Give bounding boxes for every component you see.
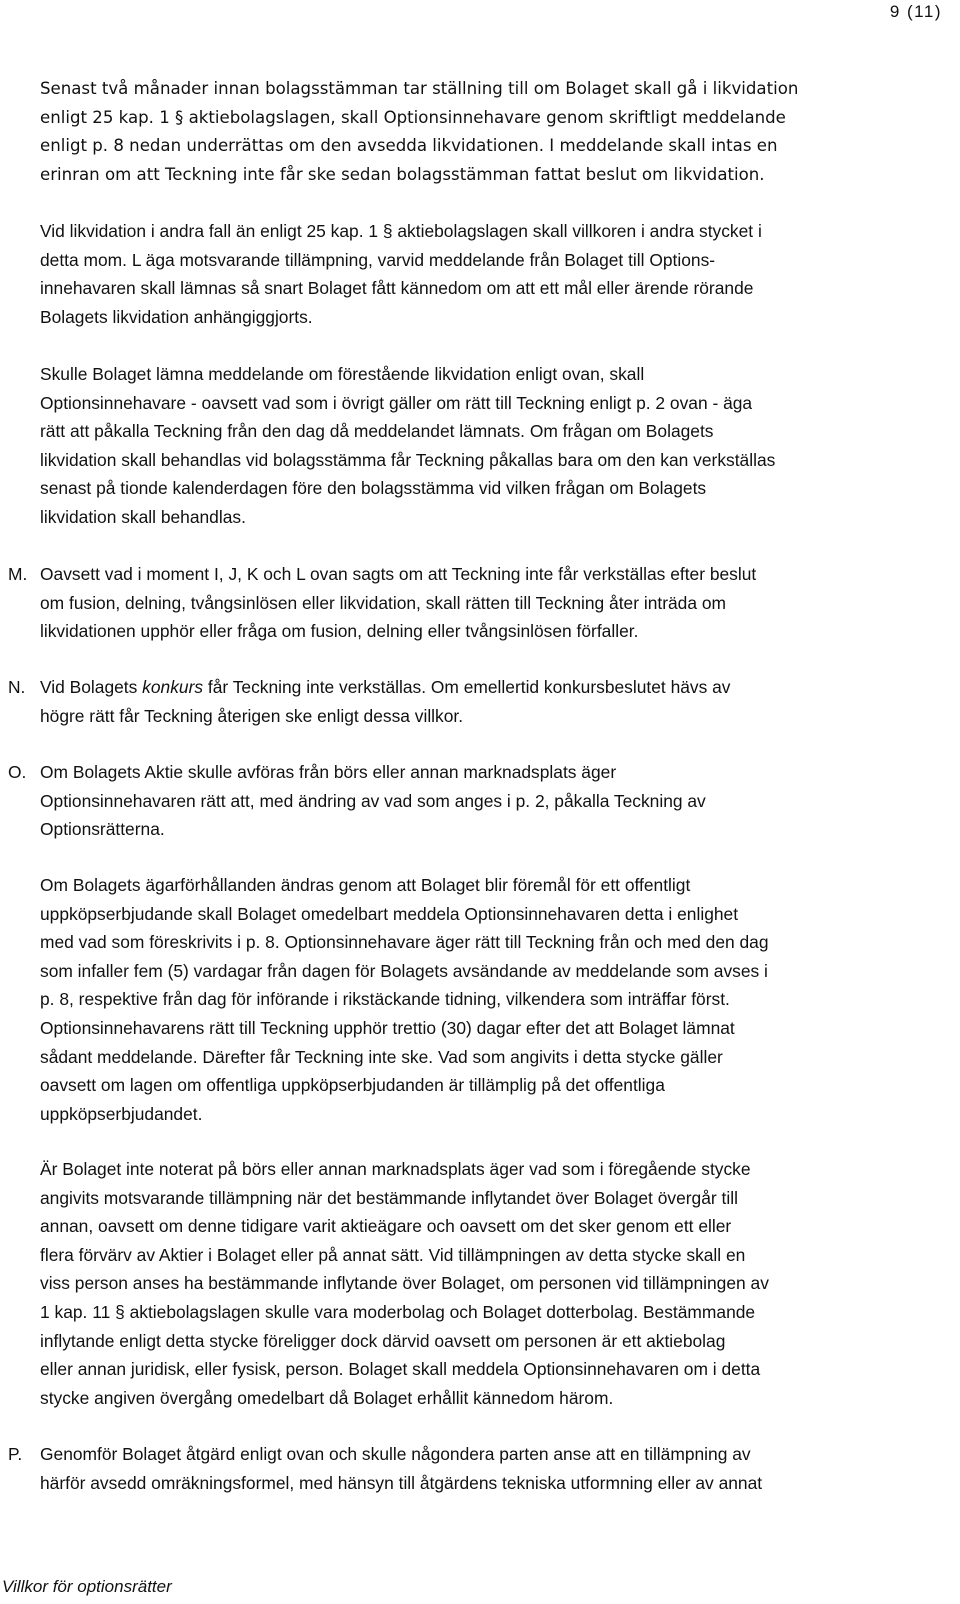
text-line: innehavaren skall lämnas så snart Bolaget fått kännedom om att ett mål eller ärende rörande xyxy=(40,278,754,299)
text-line: likvidation skall behandlas vid bolagsstämma får Teckning påkallas bara om den kan verkställas xyxy=(40,449,776,470)
text-line: härför avsedd omräkningsformel, med hänsyn till åtgärdens tekniska utformning eller av annat xyxy=(40,1472,763,1493)
text-line: uppköpserbjudandet. xyxy=(40,1103,203,1124)
text-line: om fusion, delning, tvångsinlösen eller likvidation, skall rätten till Teckning åter inträda om xyxy=(40,592,727,613)
text-line: eller annan juridisk, eller fysisk, person. Bolaget skall meddela Optionsinnehavaren om i detta xyxy=(40,1359,761,1380)
text-line: enligt 25 kap. 1 § aktiebolagslagen, skall Optionsinnehavare genom skriftligt meddelande xyxy=(40,107,786,127)
document-footer: Villkor för optionsrätter xyxy=(2,1577,172,1596)
page-number: 9 (11) xyxy=(889,2,942,21)
section-m-text xyxy=(40,560,940,646)
text-line: likvidation skall behandlas. xyxy=(40,506,246,527)
text-line: högre rätt får Teckning återigen ske enligt dessa villkor. xyxy=(40,705,464,726)
text-line: Optionsinnehavaren rätt att, med ändring av vad som anges i p. 2, påkalla Teckning av xyxy=(40,790,706,811)
section-o-unlisted xyxy=(40,1155,940,1412)
text-line: stycke angiven övergång omedelbart då Bolaget erhållit kännedom härom. xyxy=(40,1387,614,1408)
text-line: senast på tionde kalenderdagen före den bolagsstämma vid vilken frågan om Bolagets xyxy=(40,478,707,499)
text-line: viss person anses ha bestämmande inflytande över Bolaget, om personen vid tillämpningen av xyxy=(40,1273,769,1294)
text-line: oavsett om lagen om offentliga uppköpserbjudanden är tillämplig på det offentliga xyxy=(40,1075,665,1096)
text-line: Optionsinnehavarens rätt till Teckning upphör trettio (30) dagar efter det att Bolaget lämnat xyxy=(40,1017,735,1038)
paragraph-likvidation-teckning xyxy=(40,360,940,532)
text-line: som infaller fem (5) vardagar från dagen för Bolagets avsändande av meddelande som avses i xyxy=(40,960,768,981)
text-line: Om Bolagets Aktie skulle avföras från börs eller annan marknadsplats äger xyxy=(40,762,617,782)
italic-term: konkurs xyxy=(142,677,204,697)
text-line: detta mom. L äga motsvarande tillämpning, varvid meddelande från Bolaget till Options- xyxy=(40,249,716,270)
section-label-n: N. xyxy=(8,677,26,697)
paragraph-likvidation-notice xyxy=(40,75,940,189)
text-line: Senast två månader innan bolagsstämman tar ställning till om Bolaget skall gå i likvidation xyxy=(40,79,799,98)
text-line: Om Bolagets ägarförhållanden ändras genom att Bolaget blir föremål för ett offentligt xyxy=(40,875,691,895)
section-label-o: O. xyxy=(8,762,27,782)
text-line: med vad som föreskrivits i p. 8. Optionsinnehavare äger rätt till Teckning från och med den dag xyxy=(40,932,769,953)
text-line: Oavsett vad i moment I, J, K och L ovan sagts om att Teckning inte får verkställas efter beslut xyxy=(40,564,757,584)
text-line: likvidationen upphör eller fråga om fusion, delning eller tvångsinlösen förfaller. xyxy=(40,621,639,642)
text-line: Optionsinnehavare - oavsett vad som i övrigt gäller om rätt till Teckning enligt p. 2 ovan - äga xyxy=(40,392,753,413)
text-line: Skulle Bolaget lämna meddelande om förestående likvidation enligt ovan, skall xyxy=(40,364,645,384)
text-line: sådant meddelande. Därefter får Teckning inte ske. Vad som angivits i detta stycke gäller xyxy=(40,1046,723,1067)
text-line: annan, oavsett om denne tidigare varit aktieägare och oavsett om det sker genom ett eller xyxy=(40,1216,732,1237)
text-line: Bolagets likvidation anhängiggjorts. xyxy=(40,306,313,327)
text-line: Genomför Bolaget åtgärd enligt ovan och skulle någondera parten anse att en tillämpning av xyxy=(40,1444,751,1464)
paragraph-likvidation-other xyxy=(40,217,940,331)
text-line: inflytande enligt detta stycke föreligger dock därvid oavsett om personen är ett aktiebolag xyxy=(40,1330,726,1351)
text-line: enligt p. 8 nedan underrättas om den avsedda likvidationen. I meddelande skall intas en xyxy=(40,136,778,156)
text-segment: får Teckning inte verkställas. Om emellertid konkursbeslutet hävs av xyxy=(203,677,731,697)
text-line: Vid likvidation i andra fall än enligt 25 kap. 1 § aktiebolagslagen skall villkoren i andra stycket i xyxy=(40,221,762,241)
section-label-p: P. xyxy=(8,1444,23,1464)
text-segment: Vid Bolagets xyxy=(40,677,143,697)
text-line: flera förvärv av Aktier i Bolaget eller på annat sätt. Vid tillämpningen av detta stycke skall en xyxy=(40,1244,746,1265)
section-p-text xyxy=(40,1440,940,1497)
text-line: 1 kap. 11 § aktiebolagslagen skulle vara moderbolag och Bolaget dotterbolag. Bestämmande xyxy=(40,1301,756,1322)
text-line: Är Bolaget inte noterat på börs eller annan marknadsplats äger vad som i föregående stycke xyxy=(40,1159,751,1179)
section-o-ownership-change xyxy=(40,871,940,1128)
section-n-text xyxy=(40,673,940,730)
text-line: erinran om att Teckning inte får ske sedan bolagsstämman fattat beslut om likvidation. xyxy=(40,164,765,184)
section-o-text xyxy=(40,758,940,844)
text-line: angivits motsvarande tillämpning när det bestämmande inflytandet över Bolaget övergår till xyxy=(40,1187,738,1208)
section-label-m: M. xyxy=(8,564,28,584)
text-line: rätt att påkalla Teckning från den dag då meddelandet lämnats. Om frågan om Bolagets xyxy=(40,421,714,442)
text-line: Optionsrätterna. xyxy=(40,819,165,840)
text-line: uppköpserbjudande skall Bolaget omedelbart meddela Optionsinnehavaren detta i enlighet xyxy=(40,903,739,924)
text-line: p. 8, respektive från dag för införande i rikstäckande tidning, vilkendera som inträffar först. xyxy=(40,989,730,1010)
text-line xyxy=(40,673,940,702)
